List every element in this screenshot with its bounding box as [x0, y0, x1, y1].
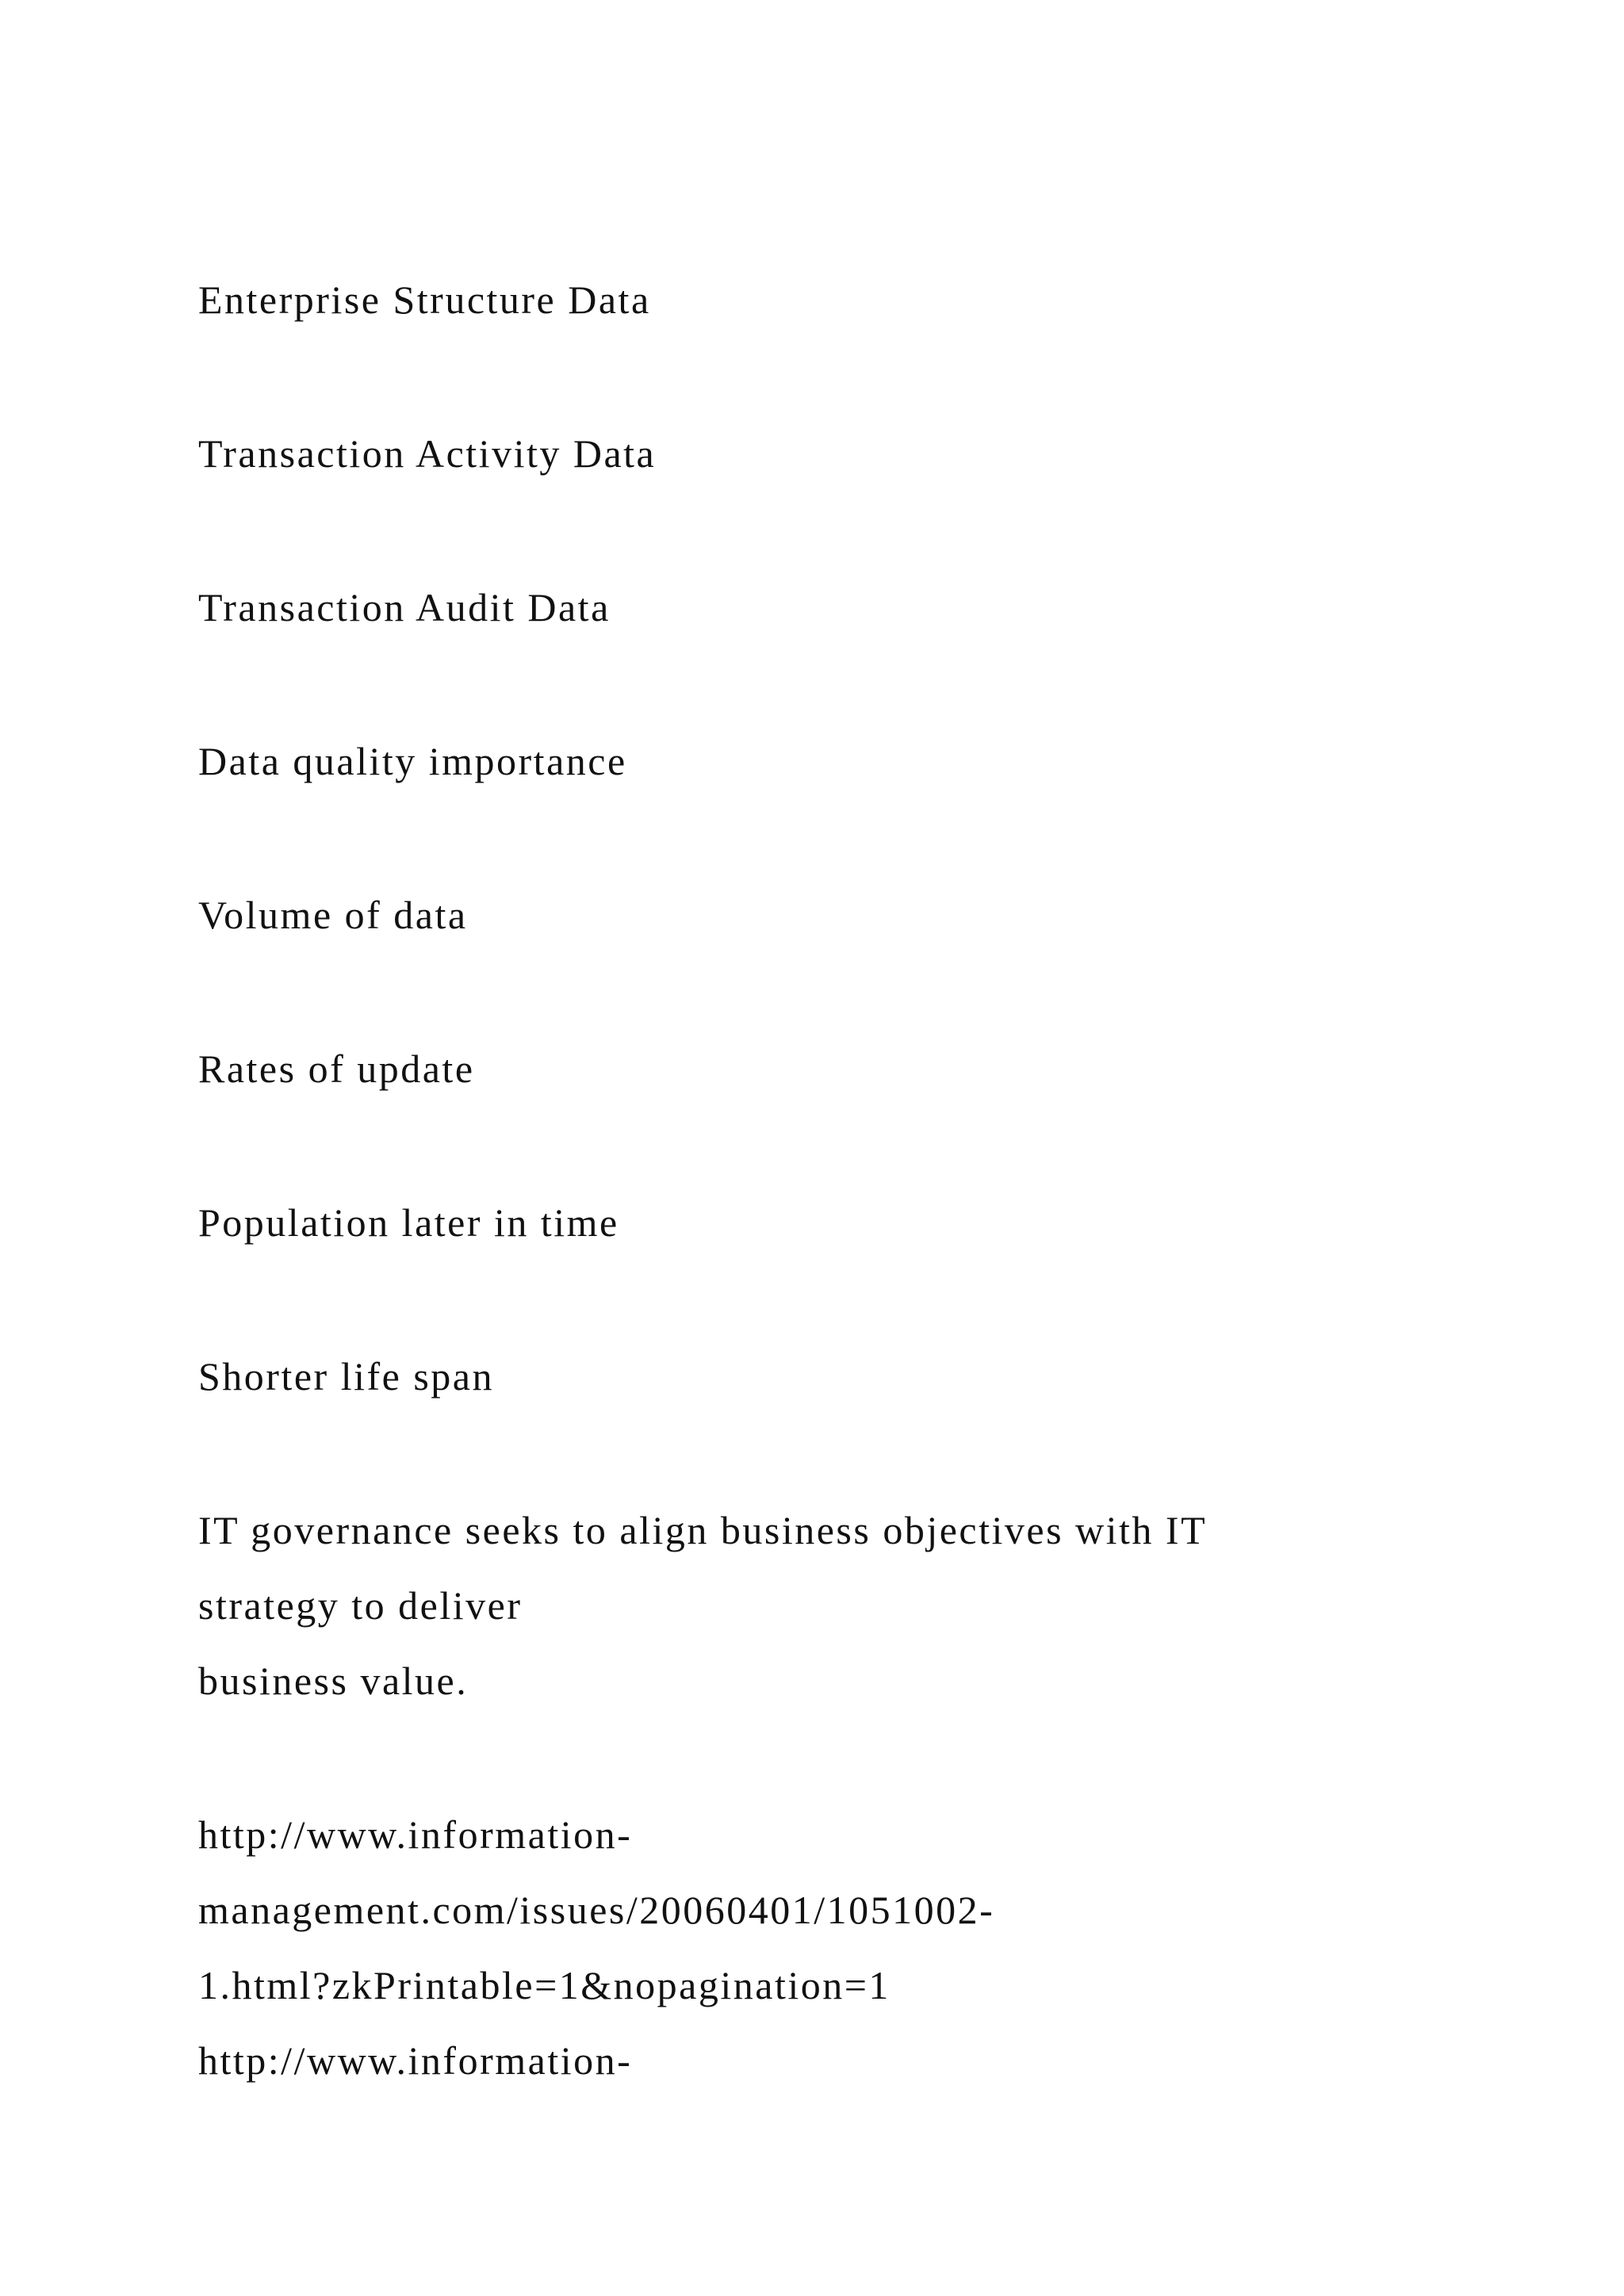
text-line-strategy-to-deliver: strategy to deliver	[198, 1583, 523, 1628]
text-line-url-part-1: http://www.information-	[198, 1812, 633, 1857]
text-line-volume-of-data: Volume of data	[198, 893, 468, 937]
text-line-transaction-audit-data: Transaction Audit Data	[198, 585, 611, 629]
text-line-it-governance: IT governance seeks to align business objectives with IT	[198, 1508, 1208, 1552]
text-line-url-repeat: http://www.information-	[198, 2038, 633, 2083]
text-line-shorter-life-span: Shorter life span	[198, 1354, 494, 1399]
text-line-transaction-activity-data: Transaction Activity Data	[198, 431, 657, 476]
text-line-population-later-in-time: Population later in time	[198, 1200, 619, 1245]
text-line-business-value: business value.	[198, 1659, 469, 1703]
text-line-data-quality-importance: Data quality importance	[198, 739, 627, 783]
text-line-rates-of-update: Rates of update	[198, 1047, 475, 1091]
text-line-url-part-2: management.com/issues/20060401/1051002-	[198, 1888, 995, 1932]
text-line-url-part-3: 1.html?zkPrintable=1&nopagination=1	[198, 1963, 891, 2007]
text-line-enterprise-structure-data: Enterprise Structure Data	[198, 277, 651, 322]
